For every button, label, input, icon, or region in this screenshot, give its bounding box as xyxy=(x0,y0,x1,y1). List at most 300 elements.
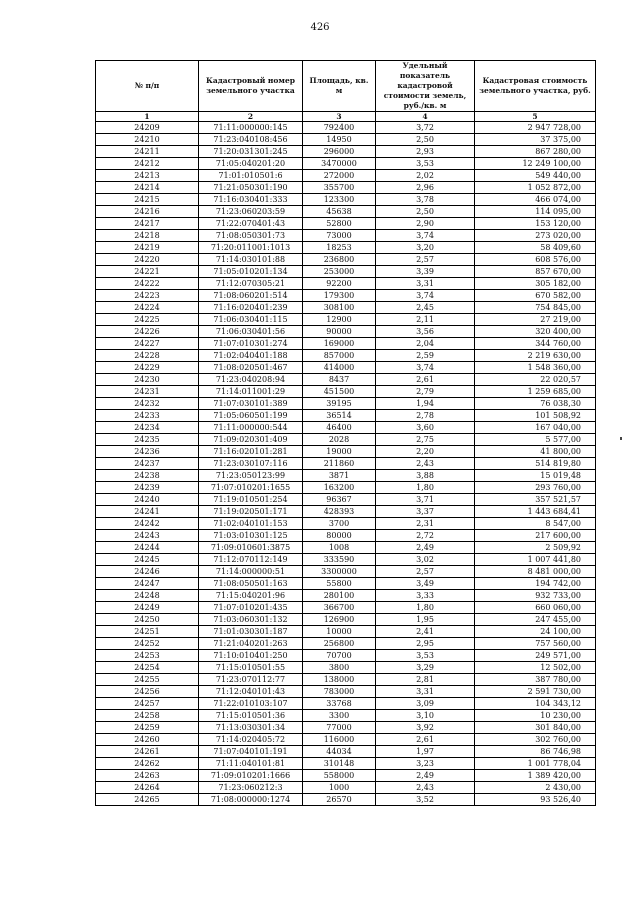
table-row xyxy=(96,290,596,302)
cadastral-number-cell: 71:14:020405:72 xyxy=(199,734,303,746)
row-number-cell: 24209 xyxy=(96,122,199,134)
unit-value-cell: 3,72 xyxy=(376,122,475,134)
cadastral-value-cell: 12 502,00 xyxy=(475,662,596,674)
cadastral-value-cell: 757 560,00 xyxy=(475,638,596,650)
unit-value-cell: 2,02 xyxy=(376,170,475,182)
cadastral-number-cell: 71:23:070112:77 xyxy=(199,674,303,686)
table-row xyxy=(96,182,596,194)
cadastral-value-cell: 247 455,00 xyxy=(475,614,596,626)
row-number-cell: 24213 xyxy=(96,170,199,182)
row-number-cell: 24254 xyxy=(96,662,199,674)
cadastral-value-cell: 660 060,00 xyxy=(475,602,596,614)
table-row xyxy=(96,638,596,650)
cadastral-number-cell: 71:19:020501:171 xyxy=(199,506,303,518)
row-number-cell: 24263 xyxy=(96,770,199,782)
cadastral-number-cell: 71:05:060501:199 xyxy=(199,410,303,422)
table-row xyxy=(96,614,596,626)
cadastral-number-cell: 71:23:050123:99 xyxy=(199,470,303,482)
cadastral-number-cell: 71:21:050301:190 xyxy=(199,182,303,194)
row-number-cell: 24238 xyxy=(96,470,199,482)
row-number-cell: 24242 xyxy=(96,518,199,530)
unit-value-cell: 3,53 xyxy=(376,650,475,662)
cadastral-number-cell: 71:21:040201:263 xyxy=(199,638,303,650)
unit-value-cell: 3,02 xyxy=(376,554,475,566)
row-number-cell: 24249 xyxy=(96,602,199,614)
cadastral-number-cell: 71:16:030401:333 xyxy=(199,194,303,206)
row-number-cell: 24247 xyxy=(96,578,199,590)
cadastral-value-cell: 27 219,00 xyxy=(475,314,596,326)
cadastral-number-cell: 71:09:010601:3875 xyxy=(199,542,303,554)
header-row xyxy=(96,61,596,112)
cadastral-value-cell: 2 219 630,00 xyxy=(475,350,596,362)
table-row xyxy=(96,314,596,326)
cadastral-number-cell: 71:23:060203:59 xyxy=(199,206,303,218)
cadastral-value-cell: 217 600,00 xyxy=(475,530,596,542)
unit-value-cell: 2,61 xyxy=(376,734,475,746)
area-cell: 73000 xyxy=(303,230,376,242)
row-number-cell: 24259 xyxy=(96,722,199,734)
area-cell: 310148 xyxy=(303,758,376,770)
table-row xyxy=(96,158,596,170)
row-number-cell: 24264 xyxy=(96,782,199,794)
unit-value-cell: 1,80 xyxy=(376,602,475,614)
area-cell: 296000 xyxy=(303,146,376,158)
area-cell: 123300 xyxy=(303,194,376,206)
cadastral-number-cell: 71:11:000000:544 xyxy=(199,422,303,434)
cadastral-value-cell: 1 259 685,00 xyxy=(475,386,596,398)
cadastral-number-cell: 71:05:040201:20 xyxy=(199,158,303,170)
unit-value-cell: 3,20 xyxy=(376,242,475,254)
unit-value-cell: 3,74 xyxy=(376,230,475,242)
table-row xyxy=(96,242,596,254)
row-number-cell: 24225 xyxy=(96,314,199,326)
cadastral-value-cell: 1 001 778,04 xyxy=(475,758,596,770)
area-cell: 253000 xyxy=(303,266,376,278)
cadastral-number-cell: 71:13:030301:34 xyxy=(199,722,303,734)
cadastral-number-cell: 71:07:030101:389 xyxy=(199,398,303,410)
area-cell: 236800 xyxy=(303,254,376,266)
area-cell: 211860 xyxy=(303,458,376,470)
unit-value-cell: 2,81 xyxy=(376,674,475,686)
unit-value-cell: 3,52 xyxy=(376,794,475,806)
table-row xyxy=(96,374,596,386)
table-row xyxy=(96,470,596,482)
cadastral-value-cell: 305 182,00 xyxy=(475,278,596,290)
area-cell: 428393 xyxy=(303,506,376,518)
area-cell: 33768 xyxy=(303,698,376,710)
table-row xyxy=(96,326,596,338)
area-cell: 451500 xyxy=(303,386,376,398)
row-number-cell: 24223 xyxy=(96,290,199,302)
table-row xyxy=(96,674,596,686)
cadastral-value-cell: 76 038,30 xyxy=(475,398,596,410)
row-number-cell: 24260 xyxy=(96,734,199,746)
unit-value-cell: 3,56 xyxy=(376,326,475,338)
unit-value-cell: 3,31 xyxy=(376,686,475,698)
cadastral-value-cell: 857 670,00 xyxy=(475,266,596,278)
table-row xyxy=(96,194,596,206)
table-row xyxy=(96,686,596,698)
cadastral-value-cell: 8 547,00 xyxy=(475,518,596,530)
cadastral-value-cell: 24 100,00 xyxy=(475,626,596,638)
table-header xyxy=(96,61,596,122)
row-number-cell: 24239 xyxy=(96,482,199,494)
unit-value-cell: 1,95 xyxy=(376,614,475,626)
unit-value-cell: 3,60 xyxy=(376,422,475,434)
cadastral-value-cell: 1 052 872,00 xyxy=(475,182,596,194)
row-number-cell: 24217 xyxy=(96,218,199,230)
unit-value-cell: 3,10 xyxy=(376,710,475,722)
row-number-cell: 24235 xyxy=(96,434,199,446)
column-number-row xyxy=(96,112,596,122)
unit-value-cell: 2,59 xyxy=(376,350,475,362)
row-number-cell: 24246 xyxy=(96,566,199,578)
area-cell: 3470000 xyxy=(303,158,376,170)
cadastral-value-cell: 194 742,00 xyxy=(475,578,596,590)
cadastral-value-cell: 167 040,00 xyxy=(475,422,596,434)
cadastral-value-cell: 273 020,00 xyxy=(475,230,596,242)
area-cell: 52800 xyxy=(303,218,376,230)
table-row xyxy=(96,278,596,290)
row-number-cell: 24230 xyxy=(96,374,199,386)
table-row xyxy=(96,542,596,554)
cadastral-value-cell: 2 947 728,00 xyxy=(475,122,596,134)
table-row xyxy=(96,362,596,374)
table-row xyxy=(96,794,596,806)
row-number-cell: 24253 xyxy=(96,650,199,662)
cadastral-number-cell: 71:12:070305:21 xyxy=(199,278,303,290)
area-cell: 2028 xyxy=(303,434,376,446)
table-row xyxy=(96,710,596,722)
table-row xyxy=(96,266,596,278)
cadastral-number-cell: 71:08:050501:163 xyxy=(199,578,303,590)
cadastral-number-cell: 71:22:010103:107 xyxy=(199,698,303,710)
cadastral-value-cell: 1 007 441,80 xyxy=(475,554,596,566)
row-number-cell: 24212 xyxy=(96,158,199,170)
row-number-cell: 24215 xyxy=(96,194,199,206)
cadastral-number-cell: 71:16:020401:239 xyxy=(199,302,303,314)
unit-value-cell: 2,11 xyxy=(376,314,475,326)
table-row xyxy=(96,410,596,422)
row-number-cell: 24210 xyxy=(96,134,199,146)
cadastral-value-cell: 514 819,80 xyxy=(475,458,596,470)
area-cell: 169000 xyxy=(303,338,376,350)
row-number-cell: 24226 xyxy=(96,326,199,338)
area-cell: 558000 xyxy=(303,770,376,782)
row-number-cell: 24255 xyxy=(96,674,199,686)
table-row xyxy=(96,770,596,782)
margin-mark xyxy=(620,437,622,440)
table-row xyxy=(96,434,596,446)
unit-value-cell: 3,31 xyxy=(376,278,475,290)
table-row xyxy=(96,230,596,242)
cadastral-number-cell: 71:06:030401:115 xyxy=(199,314,303,326)
row-number-cell: 24258 xyxy=(96,710,199,722)
area-cell: 3300 xyxy=(303,710,376,722)
header-cadastral-number: Кадастровый номер земельного участка xyxy=(199,61,303,112)
area-cell: 857000 xyxy=(303,350,376,362)
cadastre-table xyxy=(95,60,596,806)
cadastral-number-cell: 71:19:010501:254 xyxy=(199,494,303,506)
cadastral-number-cell: 71:08:050301:73 xyxy=(199,230,303,242)
cadastral-value-cell: 2 430,00 xyxy=(475,782,596,794)
table-row xyxy=(96,626,596,638)
area-cell: 3300000 xyxy=(303,566,376,578)
row-number-cell: 24232 xyxy=(96,398,199,410)
cadastral-value-cell: 2 591 730,00 xyxy=(475,686,596,698)
cadastral-number-cell: 71:11:000000:145 xyxy=(199,122,303,134)
table-row xyxy=(96,134,596,146)
unit-value-cell: 3,74 xyxy=(376,362,475,374)
row-number-cell: 24252 xyxy=(96,638,199,650)
cadastral-number-cell: 71:23:040108:456 xyxy=(199,134,303,146)
table-row xyxy=(96,518,596,530)
unit-value-cell: 2,49 xyxy=(376,542,475,554)
cadastral-value-cell: 10 230,00 xyxy=(475,710,596,722)
cadastral-number-cell: 71:16:020101:281 xyxy=(199,446,303,458)
area-cell: 96367 xyxy=(303,494,376,506)
cadastral-value-cell: 932 733,00 xyxy=(475,590,596,602)
cadastral-number-cell: 71:15:040201:96 xyxy=(199,590,303,602)
cadastral-value-cell: 549 440,00 xyxy=(475,170,596,182)
area-cell: 1008 xyxy=(303,542,376,554)
cadastral-number-cell: 71:15:010501:36 xyxy=(199,710,303,722)
cadastral-value-cell: 249 571,00 xyxy=(475,650,596,662)
column-number: 5 xyxy=(475,112,596,122)
row-number-cell: 24257 xyxy=(96,698,199,710)
cadastral-value-cell: 320 400,00 xyxy=(475,326,596,338)
cadastral-value-cell: 302 760,00 xyxy=(475,734,596,746)
cadastral-value-cell: 37 375,00 xyxy=(475,134,596,146)
unit-value-cell: 1,97 xyxy=(376,746,475,758)
row-number-cell: 24227 xyxy=(96,338,199,350)
table-row xyxy=(96,350,596,362)
unit-value-cell: 2,50 xyxy=(376,206,475,218)
cadastral-number-cell: 71:12:040101:43 xyxy=(199,686,303,698)
cadastral-value-cell: 670 582,00 xyxy=(475,290,596,302)
cadastral-value-cell: 114 095,00 xyxy=(475,206,596,218)
cadastral-value-cell: 357 521,57 xyxy=(475,494,596,506)
header-row-number: № п/п xyxy=(96,61,199,112)
header-cadastral-value: Кадастровая стоимость земельного участка, руб. xyxy=(475,61,596,112)
row-number-cell: 24241 xyxy=(96,506,199,518)
table-row xyxy=(96,758,596,770)
row-number-cell: 24221 xyxy=(96,266,199,278)
unit-value-cell: 3,71 xyxy=(376,494,475,506)
row-number-cell: 24248 xyxy=(96,590,199,602)
cadastral-number-cell: 71:01:030301:187 xyxy=(199,626,303,638)
row-number-cell: 24224 xyxy=(96,302,199,314)
area-cell: 18253 xyxy=(303,242,376,254)
cadastral-value-cell: 387 780,00 xyxy=(475,674,596,686)
unit-value-cell: 2,75 xyxy=(376,434,475,446)
table-row xyxy=(96,338,596,350)
cadastral-number-cell: 71:20:011001:1013 xyxy=(199,242,303,254)
unit-value-cell: 3,53 xyxy=(376,158,475,170)
cadastral-value-cell: 867 280,00 xyxy=(475,146,596,158)
unit-value-cell: 2,79 xyxy=(376,386,475,398)
column-number: 3 xyxy=(303,112,376,122)
unit-value-cell: 2,78 xyxy=(376,410,475,422)
unit-value-cell: 2,57 xyxy=(376,566,475,578)
unit-value-cell: 2,96 xyxy=(376,182,475,194)
row-number-cell: 24216 xyxy=(96,206,199,218)
unit-value-cell: 2,49 xyxy=(376,770,475,782)
row-number-cell: 24233 xyxy=(96,410,199,422)
cadastral-value-cell: 58 409,60 xyxy=(475,242,596,254)
table-row xyxy=(96,722,596,734)
area-cell: 272000 xyxy=(303,170,376,182)
area-cell: 792400 xyxy=(303,122,376,134)
area-cell: 46400 xyxy=(303,422,376,434)
row-number-cell: 24244 xyxy=(96,542,199,554)
unit-value-cell: 3,39 xyxy=(376,266,475,278)
cadastral-value-cell: 1 548 360,00 xyxy=(475,362,596,374)
area-cell: 280100 xyxy=(303,590,376,602)
row-number-cell: 24243 xyxy=(96,530,199,542)
cadastral-number-cell: 71:23:060212:3 xyxy=(199,782,303,794)
area-cell: 70700 xyxy=(303,650,376,662)
area-cell: 138000 xyxy=(303,674,376,686)
row-number-cell: 24218 xyxy=(96,230,199,242)
table-row xyxy=(96,698,596,710)
unit-value-cell: 3,23 xyxy=(376,758,475,770)
cadastral-number-cell: 71:12:070112:149 xyxy=(199,554,303,566)
cadastral-value-cell: 15 019,48 xyxy=(475,470,596,482)
area-cell: 10000 xyxy=(303,626,376,638)
table-row xyxy=(96,206,596,218)
cadastral-number-cell: 71:01:010501:6 xyxy=(199,170,303,182)
area-cell: 8437 xyxy=(303,374,376,386)
area-cell: 77000 xyxy=(303,722,376,734)
area-cell: 414000 xyxy=(303,362,376,374)
row-number-cell: 24265 xyxy=(96,794,199,806)
cadastral-value-cell: 754 845,00 xyxy=(475,302,596,314)
column-number: 4 xyxy=(376,112,475,122)
table-row xyxy=(96,254,596,266)
cadastral-value-cell: 104 343,12 xyxy=(475,698,596,710)
area-cell: 90000 xyxy=(303,326,376,338)
table-row xyxy=(96,458,596,470)
area-cell: 44034 xyxy=(303,746,376,758)
cadastral-value-cell: 86 746,98 xyxy=(475,746,596,758)
area-cell: 256800 xyxy=(303,638,376,650)
column-number: 1 xyxy=(96,112,199,122)
area-cell: 55800 xyxy=(303,578,376,590)
table-row xyxy=(96,494,596,506)
row-number-cell: 24236 xyxy=(96,446,199,458)
table-row xyxy=(96,170,596,182)
row-number-cell: 24214 xyxy=(96,182,199,194)
unit-value-cell: 2,45 xyxy=(376,302,475,314)
cadastral-number-cell: 71:07:010301:274 xyxy=(199,338,303,350)
cadastral-number-cell: 71:07:040101:191 xyxy=(199,746,303,758)
table-row xyxy=(96,386,596,398)
cadastral-number-cell: 71:08:020501:467 xyxy=(199,362,303,374)
unit-value-cell: 3,78 xyxy=(376,194,475,206)
unit-value-cell: 3,09 xyxy=(376,698,475,710)
area-cell: 783000 xyxy=(303,686,376,698)
cadastral-number-cell: 71:02:040101:153 xyxy=(199,518,303,530)
area-cell: 36514 xyxy=(303,410,376,422)
table-row xyxy=(96,554,596,566)
unit-value-cell: 2,31 xyxy=(376,518,475,530)
table-row xyxy=(96,734,596,746)
area-cell: 3800 xyxy=(303,662,376,674)
cadastral-number-cell: 71:20:031301:245 xyxy=(199,146,303,158)
row-number-cell: 24245 xyxy=(96,554,199,566)
area-cell: 92200 xyxy=(303,278,376,290)
area-cell: 333590 xyxy=(303,554,376,566)
column-number: 2 xyxy=(199,112,303,122)
cadastral-value-cell: 301 840,00 xyxy=(475,722,596,734)
cadastral-value-cell: 93 526,40 xyxy=(475,794,596,806)
cadastral-number-cell: 71:07:010201:435 xyxy=(199,602,303,614)
cadastral-value-cell: 344 760,00 xyxy=(475,338,596,350)
table-row xyxy=(96,746,596,758)
table-row xyxy=(96,782,596,794)
unit-value-cell: 2,43 xyxy=(376,458,475,470)
table-row xyxy=(96,218,596,230)
area-cell: 1000 xyxy=(303,782,376,794)
cadastral-number-cell: 71:03:010301:125 xyxy=(199,530,303,542)
unit-value-cell: 3,29 xyxy=(376,662,475,674)
unit-value-cell: 3,33 xyxy=(376,590,475,602)
table-row xyxy=(96,146,596,158)
unit-value-cell: 2,57 xyxy=(376,254,475,266)
area-cell: 80000 xyxy=(303,530,376,542)
row-number-cell: 24219 xyxy=(96,242,199,254)
area-cell: 3871 xyxy=(303,470,376,482)
unit-value-cell: 2,61 xyxy=(376,374,475,386)
cadastral-number-cell: 71:06:030401:56 xyxy=(199,326,303,338)
unit-value-cell: 1,94 xyxy=(376,398,475,410)
header-unit-value: Удельный показатель кадастровой стоимости земель, руб./кв. м xyxy=(376,61,475,112)
unit-value-cell: 1,80 xyxy=(376,482,475,494)
unit-value-cell: 2,72 xyxy=(376,530,475,542)
area-cell: 12900 xyxy=(303,314,376,326)
table-row xyxy=(96,578,596,590)
area-cell: 366700 xyxy=(303,602,376,614)
area-cell: 163200 xyxy=(303,482,376,494)
cadastral-number-cell: 71:09:020301:409 xyxy=(199,434,303,446)
row-number-cell: 24234 xyxy=(96,422,199,434)
cadastral-value-cell: 1 443 684,41 xyxy=(475,506,596,518)
cadastral-value-cell: 8 481 000,00 xyxy=(475,566,596,578)
table-row xyxy=(96,302,596,314)
cadastral-value-cell: 608 576,00 xyxy=(475,254,596,266)
unit-value-cell: 3,37 xyxy=(376,506,475,518)
unit-value-cell: 2,20 xyxy=(376,446,475,458)
row-number-cell: 24220 xyxy=(96,254,199,266)
cadastral-value-cell: 101 508,92 xyxy=(475,410,596,422)
area-cell: 45638 xyxy=(303,206,376,218)
table-row xyxy=(96,590,596,602)
unit-value-cell: 2,93 xyxy=(376,146,475,158)
table-row xyxy=(96,398,596,410)
row-number-cell: 24229 xyxy=(96,362,199,374)
table-row xyxy=(96,482,596,494)
area-cell: 19000 xyxy=(303,446,376,458)
row-number-cell: 24262 xyxy=(96,758,199,770)
cadastral-number-cell: 71:09:010201:1666 xyxy=(199,770,303,782)
cadastral-number-cell: 71:14:030101:88 xyxy=(199,254,303,266)
cadastral-number-cell: 71:23:040208:94 xyxy=(199,374,303,386)
unit-value-cell: 2,95 xyxy=(376,638,475,650)
row-number-cell: 24228 xyxy=(96,350,199,362)
table-row xyxy=(96,650,596,662)
page-number: 426 xyxy=(310,22,330,33)
